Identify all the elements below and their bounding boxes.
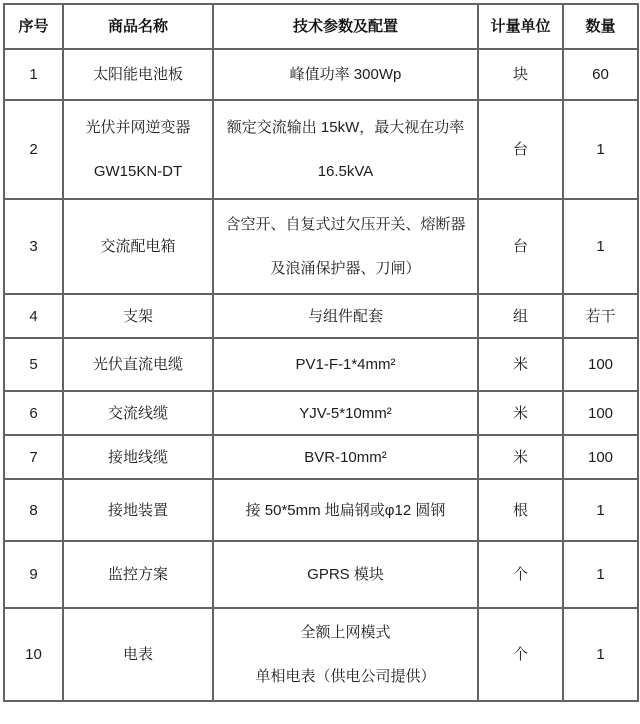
equipment-table [3,3,639,702]
header-quantity: 数量 [563,4,638,49]
cell-tech-spec: BVR-10mm² [213,435,478,479]
cell-quantity: 1 [563,199,638,294]
cell-serial: 3 [4,199,63,294]
cell-quantity: 1 [563,479,638,541]
cell-product-name: 电表 [63,608,213,701]
cell-tech-spec: 含空开、自复式过欠压开关、熔断器 及浪涌保护器、刀闸） [213,199,478,294]
cell-quantity: 60 [563,49,638,100]
cell-unit: 米 [478,435,563,479]
cell-serial: 9 [4,541,63,608]
cell-serial: 4 [4,294,63,338]
cell-product-name: 交流线缆 [63,391,213,435]
cell-serial: 6 [4,391,63,435]
header-row [4,4,638,49]
cell-unit: 根 [478,479,563,541]
table-row [4,479,638,541]
cell-tech-spec: 接 50*5mm 地扁钢或φ12 圆钢 [213,479,478,541]
table-row [4,435,638,479]
cell-serial: 1 [4,49,63,100]
table-row [4,541,638,608]
cell-product-name: 太阳能电池板 [63,49,213,100]
cell-quantity: 100 [563,435,638,479]
cell-product-name: 光伏并网逆变器 GW15KN-DT [63,100,213,199]
cell-product-name: 支架 [63,294,213,338]
cell-unit: 个 [478,541,563,608]
cell-tech-spec: GPRS 模块 [213,541,478,608]
cell-tech-spec: 额定交流输出 15kW，最大视在功率 16.5kVA [213,100,478,199]
cell-quantity: 100 [563,391,638,435]
cell-unit: 个 [478,608,563,701]
header-tech-spec: 技术参数及配置 [213,4,478,49]
table-row [4,49,638,100]
cell-tech-spec: YJV-5*10mm² [213,391,478,435]
table-row [4,391,638,435]
cell-product-name: 光伏直流电缆 [63,338,213,391]
table-row [4,199,638,294]
cell-tech-spec: 峰值功率 300Wp [213,49,478,100]
cell-serial: 8 [4,479,63,541]
cell-serial: 2 [4,100,63,199]
cell-unit: 台 [478,100,563,199]
header-product-name: 商品名称 [63,4,213,49]
table-row [4,608,638,701]
cell-quantity: 100 [563,338,638,391]
cell-tech-spec: 全额上网模式 单相电表（供电公司提供） [213,608,478,701]
cell-serial: 7 [4,435,63,479]
cell-unit: 台 [478,199,563,294]
cell-product-name: 监控方案 [63,541,213,608]
header-unit: 计量单位 [478,4,563,49]
table-row [4,100,638,199]
cell-serial: 10 [4,608,63,701]
cell-product-name: 接地线缆 [63,435,213,479]
cell-quantity: 1 [563,100,638,199]
table-row [4,294,638,338]
cell-quantity: 1 [563,541,638,608]
cell-serial: 5 [4,338,63,391]
header-serial-number: 序号 [4,4,63,49]
cell-unit: 米 [478,338,563,391]
cell-tech-spec: PV1-F-1*4mm² [213,338,478,391]
cell-unit: 块 [478,49,563,100]
cell-product-name: 交流配电箱 [63,199,213,294]
cell-unit: 米 [478,391,563,435]
table-row [4,338,638,391]
cell-quantity: 1 [563,608,638,701]
cell-quantity: 若干 [563,294,638,338]
cell-unit: 组 [478,294,563,338]
cell-product-name: 接地装置 [63,479,213,541]
cell-tech-spec: 与组件配套 [213,294,478,338]
